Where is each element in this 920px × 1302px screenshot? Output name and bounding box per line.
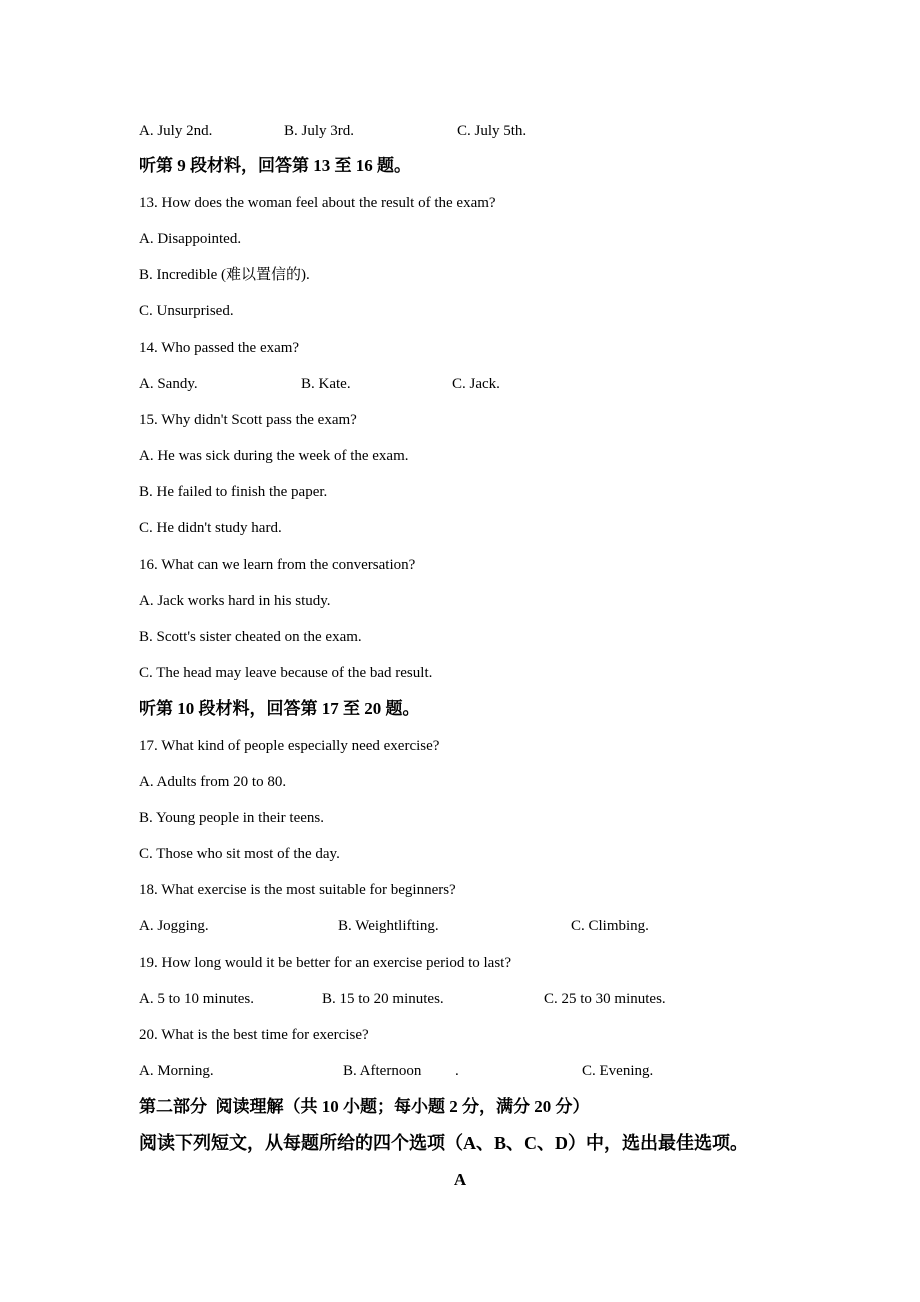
q18-option-b: B. Weightlifting. [338,918,439,934]
q20-option-a: A. Morning. [139,1063,214,1079]
q15-option-b: B. He failed to finish the paper. [139,484,328,500]
q20-option-b: B. Afternoon [343,1063,422,1079]
q19-option-a: A. 5 to 10 minutes. [139,991,254,1007]
q16-option-b: B. Scott's sister cheated on the exam. [139,629,362,645]
q18-option-a: A. Jogging. [139,918,209,934]
q16-option-c: C. The head may leave because of the bad result. [139,665,433,681]
q17-option-c: C. Those who sit most of the day. [139,846,340,862]
q16-option-a: A. Jack works hard in his study. [139,593,331,609]
q20-stem: 20. What is the best time for exercise? [139,1027,369,1043]
q13-option-c: C. Unsurprised. [139,303,234,319]
q14-option-b: B. Kate. [301,376,351,392]
q15-option-c: C. He didn't study hard. [139,520,282,536]
section10-heading: 听第 10 段材料，回答第 17 至 20 题。 [139,699,420,718]
section9-heading: 听第 9 段材料，回答第 13 至 16 题。 [139,156,411,175]
q17-stem: 17. What kind of people especially need exercise? [139,738,440,754]
q19-stem: 19. How long would it be better for an exercise period to last? [139,955,511,971]
q18-stem: 18. What exercise is the most suitable for beginners? [139,882,456,898]
q16-stem: 16. What can we learn from the conversation? [139,557,416,573]
q15-option-a: A. He was sick during the week of the exam. [139,448,409,464]
q18-option-c: C. Climbing. [571,918,649,934]
q20-dot: . [455,1063,459,1079]
q12-option-b: B. July 3rd. [284,123,355,139]
q17-option-b: B. Young people in their teens. [139,810,324,826]
q12-option-c: C. July 5th. [457,123,527,139]
passage-label: A [453,1170,467,1189]
q15-stem: 15. Why didn't Scott pass the exam? [139,412,357,428]
q13-stem: 13. How does the woman feel about the result of the exam? [139,195,496,211]
q13-option-a: A. Disappointed. [139,231,242,247]
q13-option-b: B. Incredible (难以置信的). [139,267,310,283]
q20-option-c: C. Evening. [582,1063,654,1079]
q19-option-b: B. 15 to 20 minutes. [322,991,444,1007]
q12-option-a: A. July 2nd. [139,123,213,139]
q14-stem: 14. Who passed the exam? [139,340,300,356]
q14-option-c: C. Jack. [452,376,500,392]
part2-instruction: 阅读下列短文，从每题所给的四个选项（A、B、C、D）中，选出最佳选项。 [139,1133,748,1153]
part2-heading: 第二部分 阅读理解（共 10 小题；每小题 2 分，满分 20 分） [139,1097,590,1116]
q14-option-a: A. Sandy. [139,376,198,392]
q19-option-c: C. 25 to 30 minutes. [544,991,666,1007]
q17-option-a: A. Adults from 20 to 80. [139,774,287,790]
